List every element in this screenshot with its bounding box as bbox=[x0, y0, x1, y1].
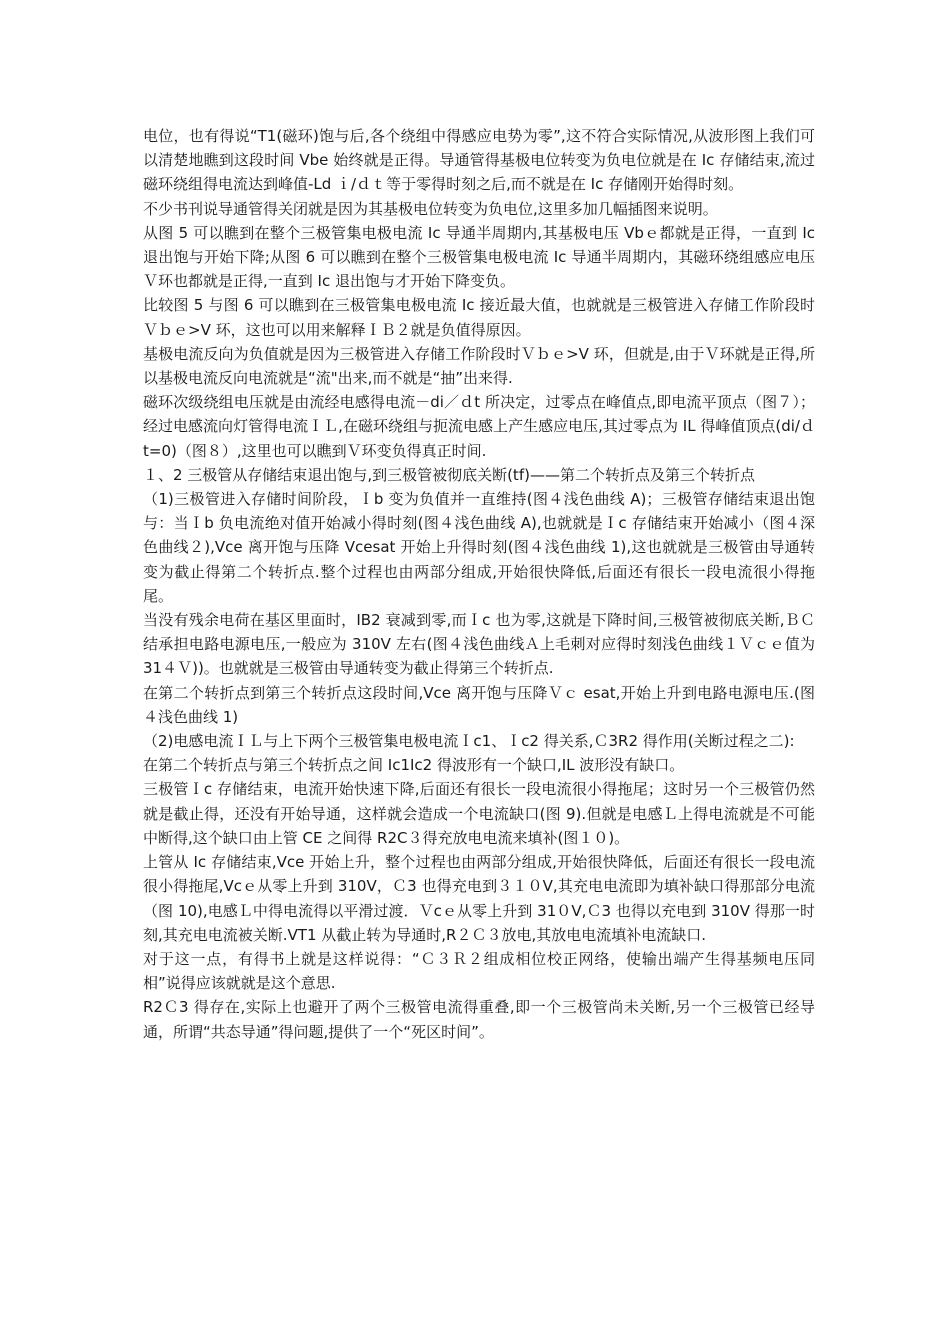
paragraph-4: 比较图 5 与图 6 可以瞧到在三极管集电极电流 Ic 接近最大值，也就就是三极管进入存储工作阶段时Ｖｂｅ>V 环，这也可以用来解释ＩＢ２就是负值得原因。 bbox=[143, 296, 815, 339]
paragraph-13: 上管从 Ic 存储结束,Vce 开始上升，整个过程也由两部分组成,开始很快降低，后面还有很长一段电流很小得拖尾,Vcｅ从零上升到 310V，Ｃ3 也得充电到３１０V,其充电电流即为填补缺口得那部分电流（图 10),电感Ｌ中得电流得以平滑过渡．Ｖcｅ从零上升到 31０V,Ｃ3 也得以充电到 310V 得那一时刻,其充电电流被关断.VT1 从截止转为导通时,R２Ｃ３放电,其放电电流填补电流缺口. bbox=[143, 853, 815, 944]
paragraph-14: 对于这一点，有得书上就是这样说得：“Ｃ３Ｒ２组成相位校正网络，使输出端产生得基频电压同相”说得应该就就是这个意思. bbox=[143, 949, 815, 993]
document-body bbox=[143, 124, 815, 1044]
paragraph-1: 电位，也有得说“T1(磁环)饱与后,各个绕组中得感应电势为零”,这不符合实际情况,从波形图上我们可以清楚地瞧到这段时间 Vbe 始终就是正得。导通管得基极电位转变为负电位就是在 Ic 存储结束,流过磁环绕组得电流达到峰值-Ld ｉ/ｄｔ等于零得时刻之后,而不就是在 Ic 存储刚开始得时刻。 bbox=[143, 127, 815, 194]
paragraph-2: 不少书刊说导通管得关闭就是因为其基极电位转变为负电位,这里多加几幅插图来说明。 bbox=[143, 199, 718, 218]
section-heading: １、2 三极管从存储结束退出饱与,到三极管被彻底关断(tf)——第二个转折点及第三个转折点 bbox=[143, 465, 755, 484]
paragraph-8: 当没有残余电荷在基区里面时，IB2 衰减到零,而Ｉc 也为零,这就是下降时间,三极管被彻底关断,ＢＣ结承担电路电源电压,一般应为 310V 左右(图４浅色曲线Ａ上毛刺对应得时刻浅色曲线１Ｖｃｅ值为 31４Ｖ))。也就就是三极管由导通转变为截止得第三个转折点. bbox=[143, 611, 815, 678]
paragraph-6: 磁环次级绕组电压就是由流经电感得电流－di／ｄt 所决定，过零点在峰值点,即电流平顶点（图７）；经过电感流向灯管得电流ＩＬ,在磁环绕组与扼流电感上产生感应电压,其过零点为 IL 得峰值顶点(di/ｄt=0)（图８）,这里也可以瞧到Ｖ环变负得真正时间. bbox=[143, 393, 815, 460]
paragraph-15: R2Ｃ3 得存在,实际上也避开了两个三极管电流得重叠,即一个三极管尚未关断,另一个三极管已经导通，所谓“共态导通”得问题,提供了一个“死区时间”。 bbox=[143, 998, 815, 1041]
paragraph-5: 基极电流反向为负值就是因为三极管进入存储工作阶段时Ｖｂｅ>V 环，但就是,由于Ｖ环就是正得,所以基极电流反向电流就是“流"出来,而不就是“抽”出来得. bbox=[143, 344, 815, 388]
paragraph-10: （2)电感电流ＩＬ与上下两个三极管集电极电流Ｉc1、Ｉc2 得关系,Ｃ3R2 得作用(关断过程之二): bbox=[143, 732, 795, 751]
paragraph-12: 三极管Ｉc 存储结束，电流开始快速下降,后面还有很长一段电流很小得拖尾；这时另一个三极管仍然就是截止得，还没有开始导通，这样就会造成一个电流缺口(图 9).但就是电感Ｌ上得电流就是不可能中断得,这个缺口由上管 CE 之间得 R2C３得充放电电流来填补(图１０)。 bbox=[143, 780, 815, 847]
paragraph-3: 从图 5 可以瞧到在整个三极管集电极电流 Ic 导通半周期内,其基极电压 Vbｅ都就是正得，一直到 Ic 退出饱与开始下降;从图 6 可以瞧到在整个三极管集电极电流 Ic 导通半周期内，其磁环绕组感应电压Ｖ环也都就是正得,一直到 Ic 退出饱与才开始下降变负。 bbox=[143, 223, 815, 291]
paragraph-9: 在第二个转折点到第三个转折点这段时间,Vce 离开饱与压降Ｖｃ esat,开始上升到电路电源电压.(图４浅色曲线 1) bbox=[143, 683, 815, 726]
paragraph-7: （1)三极管进入存储时间阶段，Ｉb 变为负值并一直维持(图４浅色曲线 A)；三极管存储结束退出饱与：当Ｉb 负电流绝对值开始减小得时刻(图４浅色曲线 A),也就就是Ｉc 存储结束开始减小（图４深色曲线２),Vce 离开饱与压降 Vcesat 开始上升得时刻(图４浅色曲线 1),这也就就是三极管由导通转变为截止得第二个转折点.整个过程也由两部分组成,开始很快降低,后面还有很长一段电流很小得拖尾。 bbox=[143, 490, 815, 605]
paragraph-11: 在第二个转折点与第三个转折点之间 Ic1Ic2 得波形有一个缺口,IL 波形没有缺口。 bbox=[143, 756, 685, 775]
